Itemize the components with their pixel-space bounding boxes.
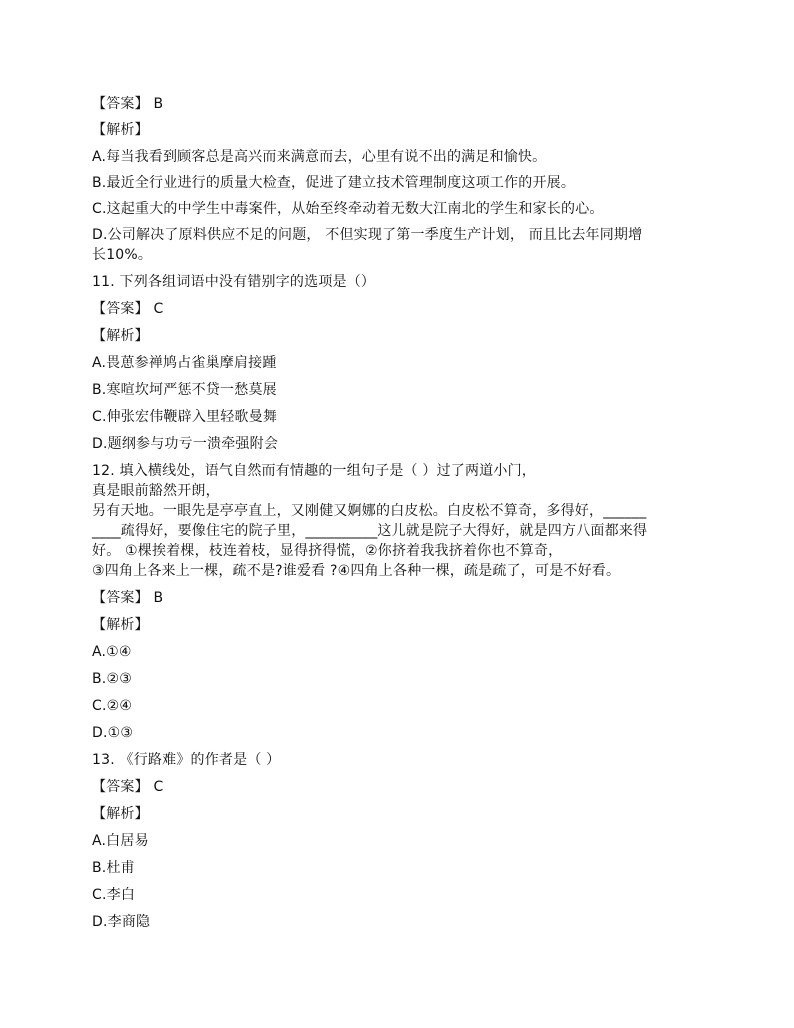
answer-label-q11: 【答案】 C <box>92 301 164 317</box>
option-d-q10-line1: D.公司解决了原料供应不足的问题， 不但实现了第一季度生产计划， 而且比去年同期增 <box>92 227 643 243</box>
option-a-q10: A.每当我看到顾客总是高兴而来满意而去，心里有说不出的满足和愉快。 <box>92 149 547 165</box>
answer-label-q13: 【答案】 C <box>92 779 164 795</box>
question-12-line1: 12. 填入横线处，语气自然而有情趣的一组句子是（ ）过了两道小门， <box>92 463 536 479</box>
question-12-line6: ③四角上各来上一棵，疏不是?谁爱看 ?④四角上各种一棵，疏是疏了，可是不好看。 <box>92 563 621 579</box>
question-12-line2: 真是眼前豁然开朗， <box>92 483 220 499</box>
option-c-q13: C.李白 <box>92 887 136 903</box>
question-11: 11. 下列各组词语中没有错别字的选项是（） <box>92 274 376 290</box>
analysis-label-q13: 【解析】 <box>92 806 149 822</box>
question-13: 13. 《行路难》的作者是（ ） <box>92 752 281 768</box>
option-b-q10: B.最近全行业进行的质量大检查，促进了建立技术管理制度这项工作的开展。 <box>92 175 576 191</box>
option-a-q12: A.①④ <box>92 644 132 660</box>
analysis-label-q11: 【解析】 <box>92 328 149 344</box>
option-b-q13: B.杜甫 <box>92 860 135 876</box>
option-b-q12: B.②③ <box>92 671 132 687</box>
option-c-q10: C.这起重大的中学生中毒案件，从始至终牵动着无数大江南北的学生和家长的心。 <box>92 201 604 217</box>
option-c-q12: C.②④ <box>92 698 133 714</box>
question-12-line4: ____疏得好，要像住宅的院子里，__________这儿就是院子大得好，就是四方八面都来得 <box>92 523 648 539</box>
question-12-line3: 另有天地。一眼先是亭亭直上，又刚健又婀娜的白皮松。白皮松不算奇，多得好，______ <box>92 503 647 519</box>
question-12-line5: 好。 ①棵挨着棵，枝连着枝，显得挤得慌，②你挤着我我挤着你也不算奇， <box>92 543 563 559</box>
option-d-q10-line2: 长10%。 <box>92 247 153 263</box>
option-d-q12: D.①③ <box>92 725 134 741</box>
analysis-label-q12: 【解析】 <box>92 617 149 633</box>
answer-label-q10: 【答案】 B <box>92 96 164 112</box>
answer-label-q12: 【答案】 B <box>92 590 164 606</box>
option-a-q13: A.白居易 <box>92 833 149 849</box>
option-b-q11: B.寒喧坎坷严惩不贷一愁莫展 <box>92 382 277 398</box>
option-a-q11: A.畏葸参禅鸠占雀巢摩肩接踵 <box>92 355 277 371</box>
option-c-q11: C.伸张宏伟鞭辟入里轻歌曼舞 <box>92 409 278 425</box>
analysis-label-q10: 【解析】 <box>92 122 149 138</box>
option-d-q13: D.李商隐 <box>92 914 151 930</box>
option-d-q11: D.题纲参与功亏一溃牵强附会 <box>92 436 279 452</box>
